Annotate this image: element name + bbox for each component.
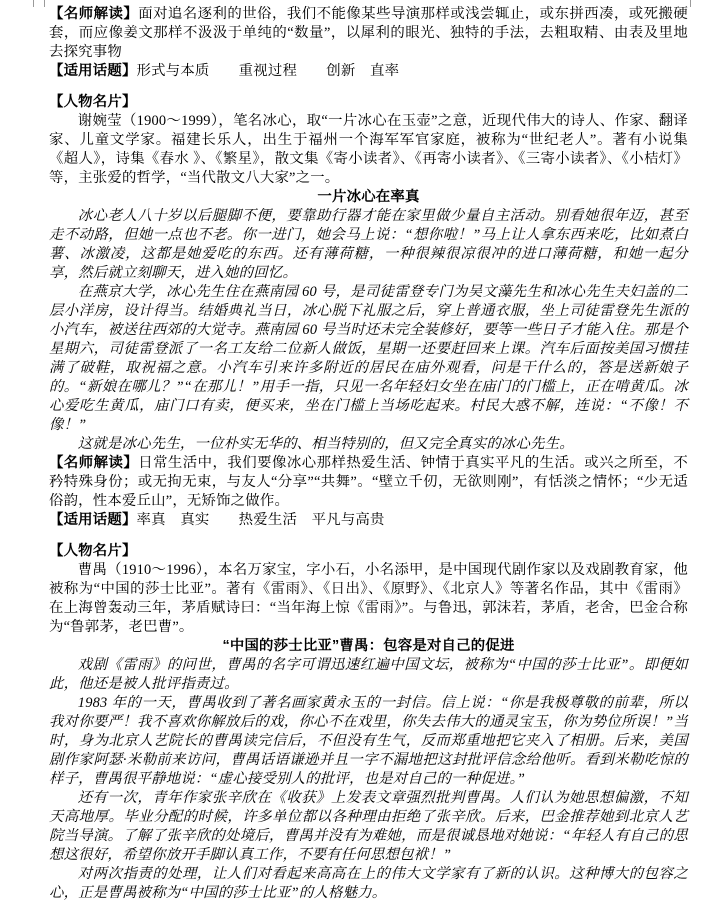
profile-card-2-text: 曹禺（1910～1996），本名万家宝，字小石，小名添甲，是中国现代剧作家以及戏剧教育家，他被称为“中国的莎士比亚”。著有《雷雨》、《日出》、《原野》、《北京人》等著名作品，其中《雷雨》在上海曾轰动三年，茅盾赋诗曰：“当年海上惊《雷雨》”。与鲁迅，郭沫若，茅盾，老舍，巴金合称为“鲁郭茅，老巴曹”。 xyxy=(49,562,688,635)
article-2-title: “中国的莎士比亚”曹禺：包容是对自己的促进 xyxy=(222,638,515,654)
teacher-analysis-1-label: 【名师解读】 xyxy=(49,6,139,22)
margin-mark-left-outer xyxy=(33,0,34,7)
teacher-analysis-1 xyxy=(49,5,688,62)
margin-mark-right xyxy=(690,0,691,7)
article-2-paragraph-2: 1983 年的一天，曹禺收到了著名画家黄永玉的一封信。信上说：“你是我极尊敬的前辈，所以我对你要严！我不喜欢你解放后的戏，你心不在戏里，你失去伟大的通灵宝玉，你为势位所误！”当时，身为北京人艺院长的曹禺读完信后，不但没有生气，反而郑重地把它夹入了相册。后来，美国剧作家阿瑟·米勒前来访问，曹禺话语谦逊并且一字不漏地把这封批评信念给他听。看到米勒吃惊的样子，曹禺很平静地说：“虚心接受别人的批评，也是对自己的一种促进。” xyxy=(49,695,688,787)
profile-card-2-label: 【人物名片】 xyxy=(49,543,137,559)
applicable-topics-1-label: 【适用话题】 xyxy=(49,63,137,79)
teacher-analysis-2 xyxy=(49,454,688,511)
blank-line-2 xyxy=(49,530,688,542)
profile-card-1-text: 谢婉莹（1900～1999），笔名冰心，取“一片冰心在玉壶”之意，近现代伟大的诗人、作家、翻译家、儿童文学家。福建长乐人，出生于福州一个海军军官家庭，被称为“世纪老人”。著有小说集《超人》，诗集《春水 》、《繁星》，散文集《寄小读者》、《再寄小读者》、《三寄小读者》、《小桔灯》等，主张爱的哲学，“当代散文八大家”之一。 xyxy=(49,113,688,186)
article-1-paragraph-3: 这就是冰心先生，一位朴实无华的、相当特别的，但又完全真实的冰心先生。 xyxy=(77,436,574,452)
article-2-paragraph-4: 对两次指责的处理，让人们对看起来高高在上的伟大文学家有了新的认识。这种博大的包容之心，正是曹禺被称为“中国的莎士比亚”的人格魅力。 xyxy=(49,866,688,901)
article-1-title: 一片冰心在率真 xyxy=(317,189,420,205)
applicable-topics-1-text: 形式与本质 重视过程 创新 直率 xyxy=(136,63,400,79)
applicable-topics-1 xyxy=(49,62,688,81)
profile-card-1-label: 【人物名片】 xyxy=(49,94,137,110)
teacher-analysis-2-label: 【名师解读】 xyxy=(49,455,139,471)
applicable-topics-2-label: 【适用话题】 xyxy=(49,512,137,528)
document-body xyxy=(49,5,688,903)
article-2-paragraph-1: 戏剧《雷雨》的问世，曹禺的名字可谓迅速红遍中国文坛，被称为“中国的莎士比亚”。即便如此，他还是被人批评指责过。 xyxy=(49,657,688,692)
teacher-analysis-1-text: 面对追名逐利的世俗，我们不能像某些导演那样或浅尝辄止，或东拼西凑，或死搬硬套，而应像姜文那样不汲汲于单纯的“数量”，以犀利的眼光、独特的手法，去粗取精、由表及里地去探究事物 xyxy=(49,6,688,60)
article-1-paragraph-2: 在燕京大学，冰心先生住在燕南园 60 号，是司徒雷登专门为吴文藻先生和冰心先生夫妇盖的二层小洋房，设计得当。结婚典礼当日，冰心脱下礼服之后，穿上普通衣服，坐上司徒雷登先生派的小汽车，被送往西郊的大觉寺。燕南园 60 号当时还未完全装修好，要等一些日子才能入住。那是个星期六，司徒雷登派了一名工友给二位新人做饭，星期一还要赶回来上课。汽车后面按美国习惯挂满了破鞋，取祝福之意。小汽车引来许多附近的居民在庙外观看，问是干什么的，答是送新娘子的。“新娘在哪儿？”“在那儿！”用手一指，只见一名年轻妇女坐在庙门的门槛上，正在啃黄瓜。冰心爱吃生黄瓜，庙门口有卖，便买来，坐在门槛上当场吃起来。村民大惑不解，连说：“不像！不像！” xyxy=(49,284,688,433)
margin-mark-left-inner xyxy=(44,0,45,7)
article-2-paragraph-3: 还有一次，青年作家张辛欣在《收获》上发表文章强烈批判曹禺。人们认为她思想偏激，不知天高地厚。毕业分配的时候，许多单位都以各种理由拒绝了张辛欣。后来，巴金推荐她到北京人艺院当导演。了解了张辛欣的处境后，曹禺并没有为难她，而是很诚恳地对她说：“年轻人有自己的思想这很好，希望你放开手脚认真工作，不要有任何思想包袱！” xyxy=(49,790,688,863)
article-1-paragraph-1: 冰心老人八十岁以后腿脚不便，要靠助行器才能在家里做少量自主活动。别看她很年迈，甚至走不动路，但她一点也不老。你一进门，她会马上说：“想你啦！”马上让人拿东西来吃，比如煮白薯、冰激凌，这都是她爱吃的东西。还有薄荷糖，一种很辣很凉很冲的进口薄荷糖，和她一起分享，然后就立刻聊天，进入她的回忆。 xyxy=(49,208,688,281)
applicable-topics-2 xyxy=(49,511,688,530)
blank-line-1 xyxy=(49,81,688,93)
applicable-topics-2-text: 率真 真实 热爱生活 平凡与高贵 xyxy=(136,512,385,528)
teacher-analysis-2-text: 日常生活中，我们要像冰心那样热爱生活、钟情于真实平凡的生活。或兴之所至，不矜特殊身份；或无拘无束，与友人“分享”“共舞”。“壁立千仞，无欲则刚”，有恬淡之情怀；“少无适俗韵，性本爱丘山”，无矫饰之做作。 xyxy=(49,455,688,509)
